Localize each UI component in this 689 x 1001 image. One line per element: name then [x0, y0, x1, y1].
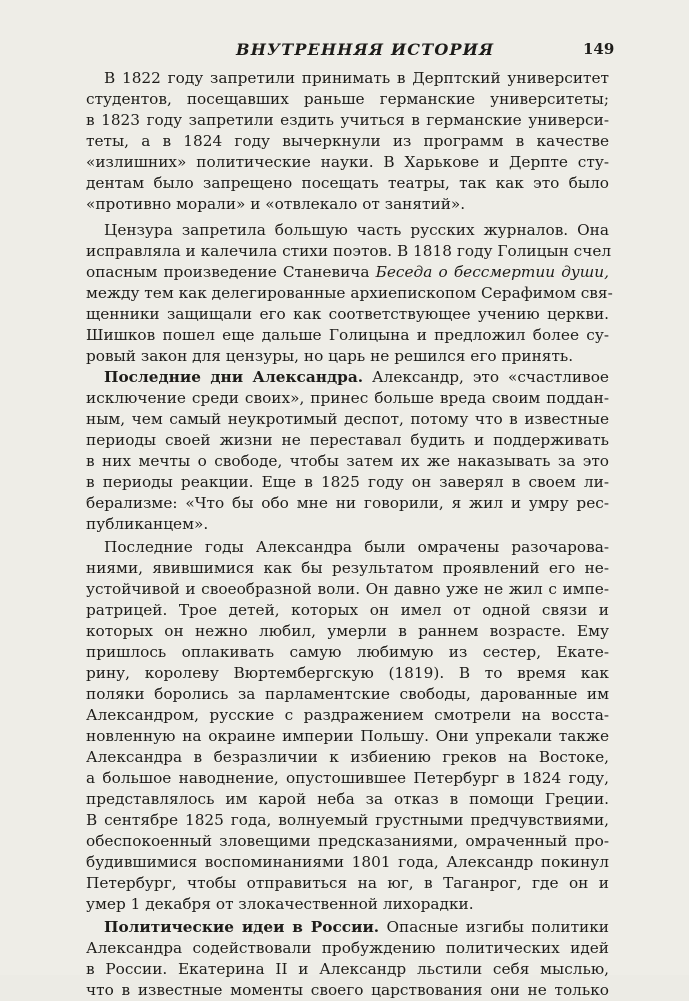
- text-line: ровый закон для цензуры, но царь не решился его принять.: [86, 347, 574, 365]
- running-head: ВНУТРЕННЯЯ ИСТОРИЯ: [236, 40, 495, 59]
- text-line: в России. Екатерина II и Александр льстили себя мыслью,: [86, 960, 609, 978]
- text-line: рину, королеву Вюртембергскую (1819). В то время как: [86, 664, 609, 682]
- text-line: дентам было запрещено посещать театры, так как это было: [86, 174, 609, 192]
- text-line: публиканцем».: [86, 515, 209, 533]
- text-line: [86, 262, 609, 283]
- text-line: щенники защищали его как соответствующее учению церкви.: [86, 305, 609, 323]
- text-line: берализме: «Что бы обо мне ни говорили, я жил и умру рес-: [86, 494, 609, 512]
- text-line: В 1822 году запретили принимать в Дерптский университет: [104, 69, 609, 87]
- text-line-part: опасным произведение Станевича: [86, 263, 376, 281]
- text-line: а большое наводнение, опустошившее Петербург в 1824 году,: [86, 769, 609, 787]
- text-line: умер 1 декабря от злокачественной лихорадки.: [86, 895, 474, 913]
- text-line: Последние годы Александра были омрачены разочарова-: [104, 538, 609, 556]
- text-line: Александра содействовали пробуждению политических идей: [86, 939, 609, 957]
- text-line: [104, 367, 609, 388]
- text-line: Александра в безразличии к избиению греков на Востоке,: [86, 748, 609, 766]
- text-line-part: Александр, это «счастливое: [363, 368, 609, 386]
- text-line: [86, 110, 609, 131]
- text-line: исправляла и калечила стихи поэтов. В 1818 году Голицын счел: [86, 242, 612, 260]
- text-line: будившимися воспоминаниями 1801 года, Александр покинул: [86, 853, 609, 871]
- text-line-part: теты, а в 1824 году вычеркнули из программ в качестве: [86, 132, 609, 150]
- text-line: «излишних» политические науки. В Харькове и Дерпте сту-: [86, 153, 609, 171]
- text-line: ратрицей. Трое детей, которых он имел от одной связи и: [86, 601, 609, 619]
- text-line: Петербург, чтобы отправиться на юг, в Таганрог, где он и: [86, 874, 609, 892]
- text-line: Александром, русские с раздражением смотрели на восста-: [86, 706, 609, 724]
- text-line: что в известные моменты своего царствования они не только: [86, 981, 609, 999]
- italic-title: Беседа о бессмертии души,: [375, 263, 609, 281]
- text-line: исключение среди своих», принес больше вреда своим поддан-: [86, 389, 609, 407]
- text-line: В сентябре 1825 года, волнуемый грустными предчувствиями,: [86, 811, 609, 829]
- text-line: ниями, явившимися как бы результатом проявлений его не-: [86, 559, 609, 577]
- text-line: в них мечты о свободе, чтобы затем их же наказывать за это: [86, 452, 609, 470]
- text-line: в периоды реакции. Еще в 1825 году он заверял в своем ли-: [86, 473, 609, 491]
- text-line: представлялось им карой неба за отказ в помощи Греции.: [86, 790, 609, 808]
- page-number: 149: [583, 40, 615, 58]
- text-line: Шишков пошел еще дальше Голицына и предложил более су-: [86, 326, 609, 344]
- text-line: «противно морали» и «отвлекало от занятий».: [86, 195, 466, 213]
- section-heading: Политические идеи в России.: [104, 918, 380, 936]
- text-line-part: Опасные изгибы политики: [379, 918, 609, 936]
- text-line: Цензура запретила большую часть русских журналов. Она: [104, 221, 609, 239]
- text-line: студентов, посещавших раньше германские университеты;: [86, 90, 609, 108]
- text-line: периоды своей жизни не переставал будить и поддерживать: [86, 431, 609, 449]
- text-line: поляки боролись за парламентские свободы, дарованные им: [86, 685, 609, 703]
- text-line: между тем как делегированные архиепископом Серафимом свя-: [86, 284, 613, 302]
- text-line: которых он нежно любил, умерли в раннем возрасте. Ему: [86, 622, 609, 640]
- text-line: [104, 917, 609, 938]
- text-line: ным, чем самый неукротимый деспот, потому что в известные: [86, 410, 609, 428]
- text-line: устойчивой и своеобразной воли. Он давно уже не жил с импе-: [86, 580, 609, 598]
- text-line: обеспокоенный зловещими предсказаниями, омраченный про-: [86, 832, 609, 850]
- text-line-part: в 1823 году запретили ездить учиться в германские универси-: [86, 111, 609, 129]
- text-line: пришлось оплакивать самую любимую из сестер, Екате-: [86, 643, 609, 661]
- text-line: [86, 131, 609, 152]
- section-heading: Последние дни Александра.: [104, 368, 364, 386]
- text-line: новленную на окраине империи Польшу. Они упрекали также: [86, 727, 609, 745]
